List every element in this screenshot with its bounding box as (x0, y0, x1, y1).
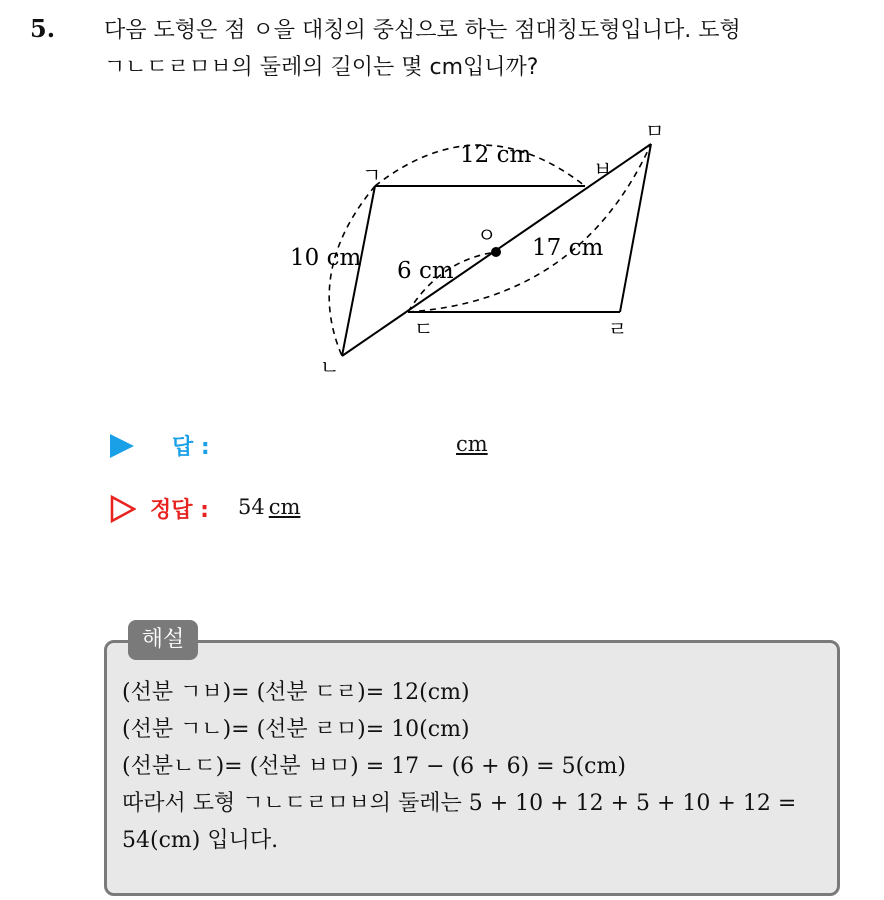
correct-answer-label: 정답 : (150, 498, 209, 523)
label-17cm: 17 cm (532, 235, 604, 261)
label-10cm: 10 cm (290, 245, 362, 271)
solution-line-1: (선분 ㄱㅂ)= (선분 ㄷㄹ)= 12(cm) (122, 680, 470, 705)
outline-triangle-icon (110, 495, 136, 523)
vertex-mieum: ㅁ (645, 119, 665, 143)
correct-answer-row (110, 493, 530, 529)
solution-line-2: (선분 ㄱㄴ)= (선분 ㄹㅁ)= 10(cm) (122, 717, 470, 742)
vertex-bieup: ㅂ (593, 157, 613, 181)
vertex-nieun: ㄴ (320, 355, 340, 379)
vertex-rieul: ㄹ (608, 317, 628, 341)
answer-row (110, 430, 530, 466)
correct-answer-value: 54 (238, 495, 265, 519)
play-triangle-icon (110, 434, 134, 458)
correct-answer-unit: cm (268, 495, 301, 519)
center-point (491, 247, 501, 257)
solution-tag: 해설 (128, 620, 198, 660)
arc-left (329, 186, 375, 356)
label-6cm: 6 cm (397, 258, 454, 284)
solution-text (122, 674, 832, 859)
edge-giyeok-nieun (342, 186, 375, 356)
correct-answer-value-wrap (238, 495, 300, 519)
solution-line-4: 따라서 도형 ㄱㄴㄷㄹㅁㅂ의 둘레는 5 + 10 + 12 + 5 + 10 + 12 = (122, 791, 797, 816)
vertex-digeut: ㄷ (414, 317, 434, 341)
answer-unit: cm (456, 432, 488, 456)
edge-mieum-rieul (620, 144, 651, 312)
figure-diagram (270, 110, 690, 390)
solution-line-5: 54(cm) 입니다. (122, 828, 279, 853)
question-line-2: ㄱㄴㄷㄹㅁㅂ의 둘레의 길이는 몇 cm입니까? (104, 55, 539, 80)
vertex-ieung: ㅇ (477, 223, 497, 247)
question-line-1: 다음 도형은 점 ㅇ을 대칭의 중심으로 하는 점대칭도형입니다. 도형 (104, 18, 741, 43)
vertex-giyeok: ㄱ (362, 163, 382, 187)
answer-label: 답 : (172, 435, 210, 460)
solution-line-3: (선분ㄴㄷ)= (선분 ㅂㅁ) = 17 − (6 + 6) = 5(cm) (122, 754, 626, 779)
question-text (104, 12, 864, 86)
question-number: 5. (30, 14, 56, 43)
label-12cm: 12 cm (460, 142, 532, 168)
